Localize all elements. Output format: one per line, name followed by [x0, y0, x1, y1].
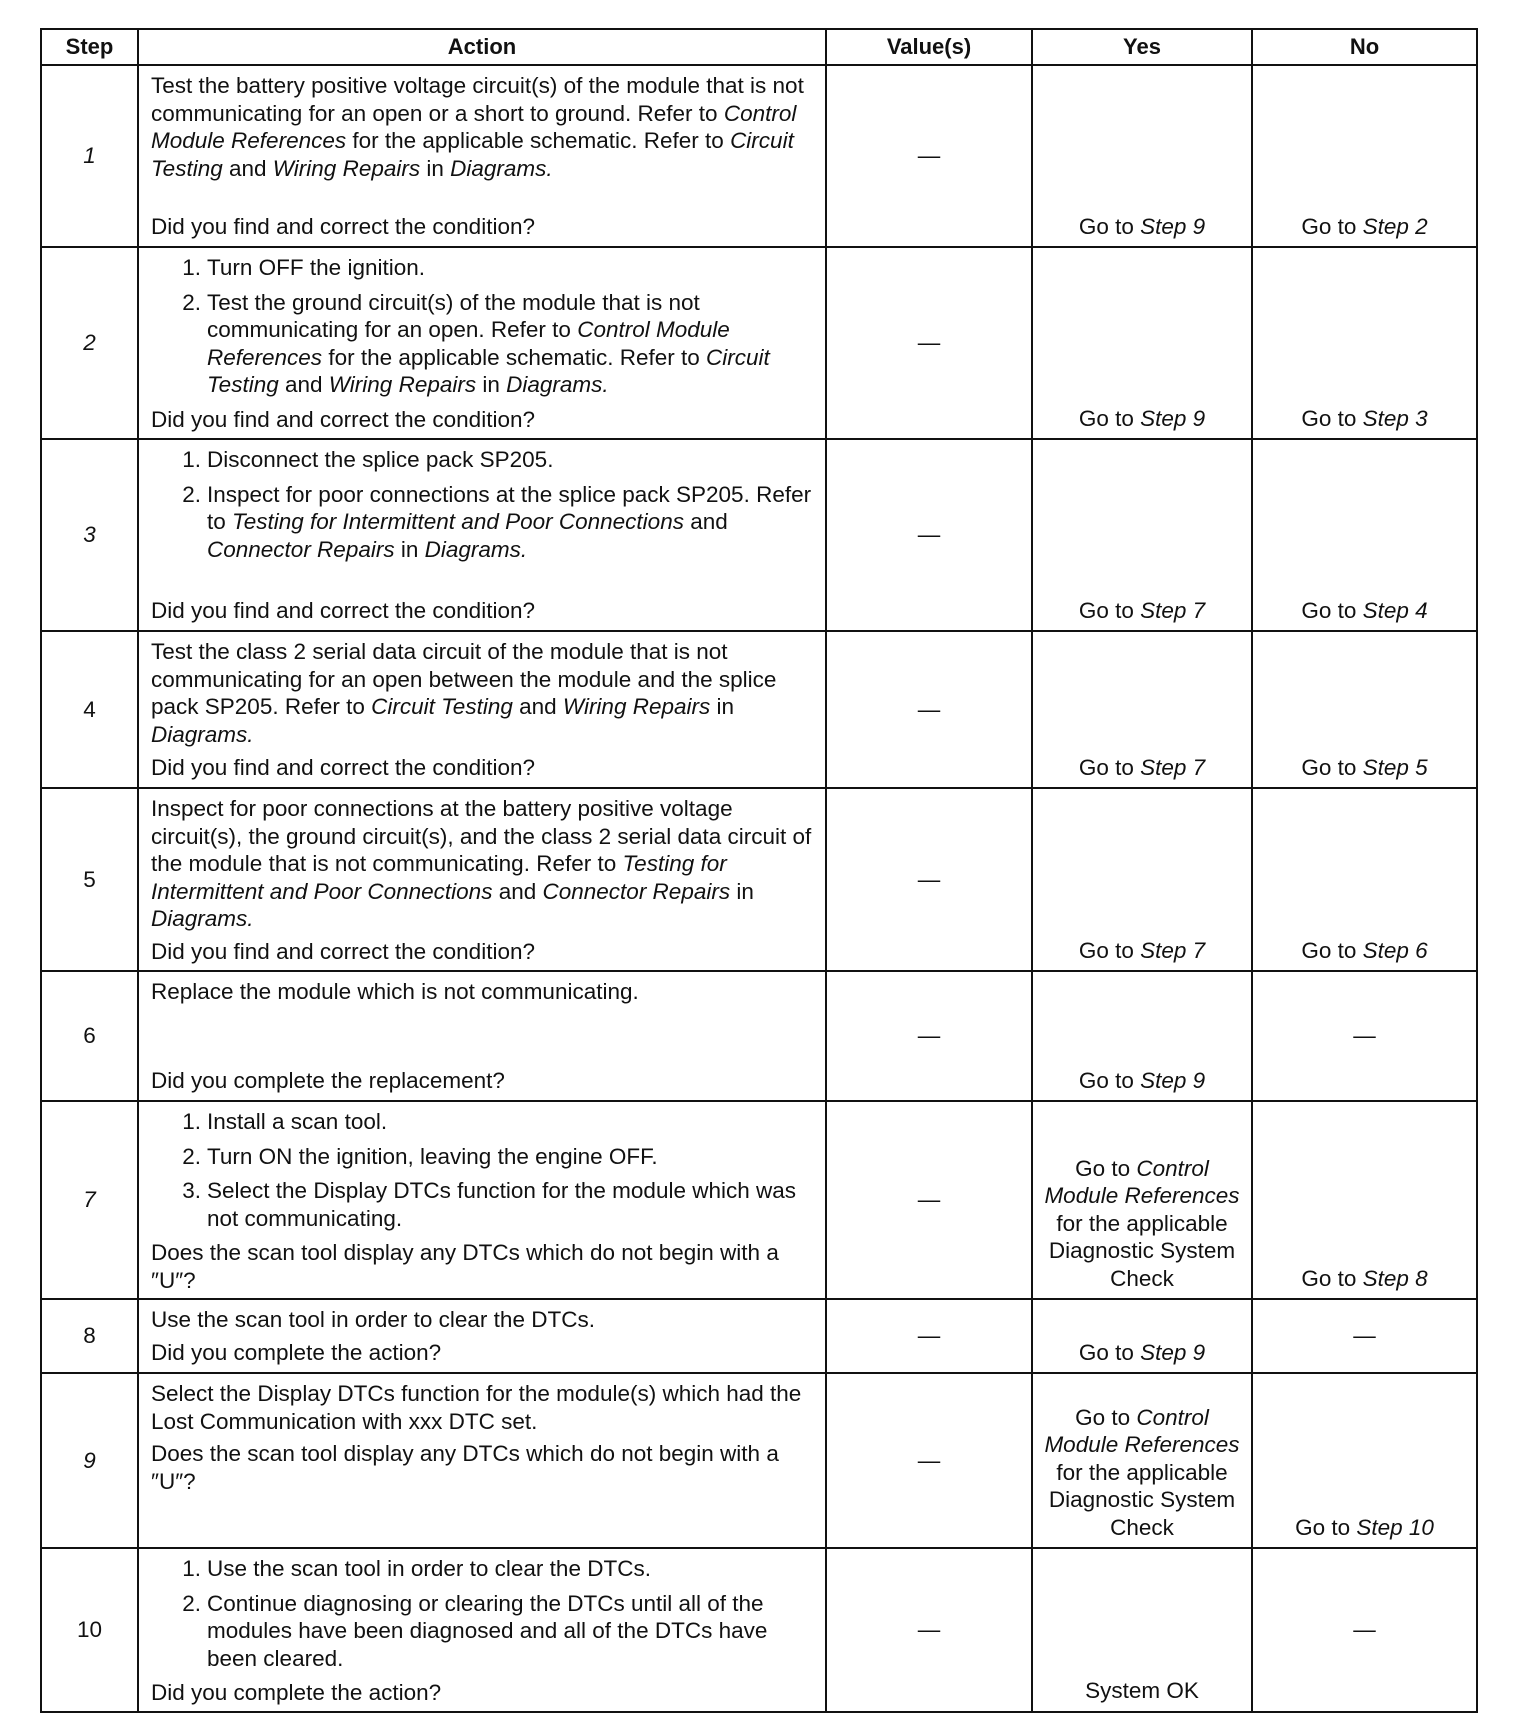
no-result: —: [1252, 1299, 1477, 1373]
table-row: [41, 247, 1477, 439]
list-item-number: 3.: [182, 1178, 201, 1203]
table-body: [41, 65, 1477, 1712]
action-cell: [138, 1299, 826, 1373]
value-cell: —: [826, 1101, 1032, 1299]
yes-result: Go to Step 7: [1032, 788, 1252, 971]
table-row: [41, 65, 1477, 247]
action-instructions: [151, 638, 815, 753]
list-item-text: Use the scan tool in order to clear the DTCs.: [207, 1556, 651, 1581]
action-paragraph: Replace the module which is not communicating.: [151, 979, 639, 1004]
action-instructions: [151, 1380, 815, 1500]
action-paragraph: Inspect for poor connections at the battery positive voltage circuit(s), the ground circuit(s), and the class 2 serial data circuit of the module that is not communicating. Refer to Testing for Intermittent and Poor Connections and Connector Repairs in Diagrams.: [151, 796, 812, 931]
list-item-number: 2.: [182, 1143, 201, 1169]
list-item-text: Continue diagnosing or clearing the DTCs until all of the modules have been diagnosed and all of the DTCs have been cleared.: [207, 1590, 768, 1671]
header-action: Action: [138, 29, 826, 65]
yes-result: Go to Step 7: [1032, 631, 1252, 788]
action-question: Did you find and correct the condition?: [151, 938, 535, 964]
action-paragraph: Test the class 2 serial data circuit of the module that is not communicating for an open between the module and the splice pack SP205. Refer to Circuit Testing and Wiring Repairs in Diagrams.: [151, 639, 777, 747]
step-number: 9: [41, 1373, 138, 1548]
list-item-number: 2.: [182, 289, 201, 315]
yes-result: Go to Step 7: [1032, 439, 1252, 631]
action-question: Did you find and correct the condition?: [151, 597, 535, 623]
action-paragraph: Test the battery positive voltage circuit(s) of the module that is not communicating for an open or a short to ground. Refer to Control Module References for the applicable schematic. Refer to Circuit Testing and Wiring Repairs in Diagrams.: [151, 73, 804, 181]
action-paragraph: Select the Display DTCs function for the module(s) which had the Lost Communication with xxx DTC set.: [151, 1381, 802, 1434]
list-item-text: Disconnect the splice pack SP205.: [207, 447, 554, 472]
no-result: Go to Step 8: [1252, 1101, 1477, 1299]
no-result: Go to Step 3: [1252, 247, 1477, 439]
no-result: Go to Step 2: [1252, 65, 1477, 247]
yes-result: System OK: [1032, 1548, 1252, 1712]
no-result: Go to Step 6: [1252, 788, 1477, 971]
step-number: 6: [41, 971, 138, 1101]
value-cell: —: [826, 1299, 1032, 1373]
list-item-text: Inspect for poor connections at the splice pack SP205. Refer to Testing for Intermittent and Poor Connections and Connector Repairs in Diagrams.: [207, 481, 812, 562]
action-question: Did you complete the replacement?: [151, 1067, 505, 1093]
table-row: [41, 788, 1477, 971]
action-list-item: [151, 1143, 815, 1171]
action-paragraph: Does the scan tool display any DTCs which do not begin with a ″U″?: [151, 1441, 779, 1494]
value-cell: —: [826, 65, 1032, 247]
action-cell: [138, 788, 826, 971]
action-list-item: [151, 1108, 815, 1136]
value-cell: —: [826, 1373, 1032, 1548]
action-list-item: [151, 254, 815, 282]
step-number: 5: [41, 788, 138, 971]
action-instructions: [151, 1108, 815, 1239]
table-row: [41, 971, 1477, 1101]
diagnostic-table: [40, 28, 1478, 1713]
header-no: No: [1252, 29, 1477, 65]
list-item-number: 2.: [182, 481, 201, 507]
action-cell: [138, 65, 826, 247]
action-list-item: [151, 289, 815, 399]
list-item-number: 1.: [182, 255, 201, 280]
yes-result: Go to Control Module References for the applicable Diagnostic System Check: [1032, 1373, 1252, 1548]
action-instructions: [151, 446, 815, 570]
action-list-item: [151, 446, 815, 474]
list-item-text: Turn ON the ignition, leaving the engine OFF.: [207, 1143, 658, 1169]
action-instructions: [151, 795, 815, 938]
value-cell: —: [826, 971, 1032, 1101]
list-item-text: Install a scan tool.: [207, 1109, 388, 1134]
list-item-number: 1.: [182, 1109, 201, 1134]
no-result: Go to Step 5: [1252, 631, 1477, 788]
table-row: [41, 631, 1477, 788]
table-row: [41, 1373, 1477, 1548]
no-result: —: [1252, 1548, 1477, 1712]
header-yes: Yes: [1032, 29, 1252, 65]
action-question: Did you find and correct the condition?: [151, 213, 535, 239]
action-question: Did you complete the action?: [151, 1339, 442, 1365]
header-values: Value(s): [826, 29, 1032, 65]
action-cell: [138, 439, 826, 631]
step-number: 7: [41, 1101, 138, 1299]
table-row: [41, 1299, 1477, 1373]
action-question: Did you find and correct the condition?: [151, 754, 535, 780]
no-result: —: [1252, 971, 1477, 1101]
value-cell: —: [826, 247, 1032, 439]
yes-result: Go to Step 9: [1032, 247, 1252, 439]
table-row: [41, 1101, 1477, 1299]
list-item-number: 1.: [182, 1556, 201, 1581]
value-cell: —: [826, 1548, 1032, 1712]
action-list-item: [151, 481, 815, 564]
step-number: 1: [41, 65, 138, 247]
action-instructions: [151, 1555, 815, 1679]
list-item-text: Test the ground circuit(s) of the module that is not communicating for an open. Refer to Control Module References for the applicable schematic. Refer to Circuit Testing and Wiring Repairs in Diagrams.: [207, 289, 770, 397]
list-item-text: Select the Display DTCs function for the module which was not communicating.: [207, 1178, 797, 1231]
no-result: Go to Step 4: [1252, 439, 1477, 631]
action-question: Did you complete the action?: [151, 1680, 442, 1705]
action-cell: [138, 971, 826, 1101]
list-item-number: 1.: [182, 447, 201, 472]
action-cell: [138, 1548, 826, 1712]
yes-result: Go to Control Module References for the applicable Diagnostic System Check: [1032, 1101, 1252, 1299]
action-instructions: [151, 254, 815, 406]
value-cell: —: [826, 631, 1032, 788]
step-number: 8: [41, 1299, 138, 1373]
action-instructions: [151, 72, 815, 187]
step-number: 2: [41, 247, 138, 439]
action-list-item: [151, 1590, 815, 1673]
yes-result: Go to Step 9: [1032, 65, 1252, 247]
table-row: [41, 1548, 1477, 1712]
yes-result: Go to Step 9: [1032, 971, 1252, 1101]
action-question: Does the scan tool display any DTCs which do not begin with a ″U″?: [151, 1240, 779, 1293]
step-number: 3: [41, 439, 138, 631]
action-instructions: [151, 978, 815, 1011]
list-item-number: 2.: [182, 1590, 201, 1616]
no-result: Go to Step 10: [1252, 1373, 1477, 1548]
action-question: Did you find and correct the condition?: [151, 406, 535, 432]
step-number: 10: [41, 1548, 138, 1712]
action-cell: [138, 1101, 826, 1299]
yes-result: Go to Step 9: [1032, 1299, 1252, 1373]
action-list-item: [151, 1177, 815, 1232]
action-cell: [138, 247, 826, 439]
list-item-text: Turn OFF the ignition.: [207, 255, 426, 280]
action-instructions: [151, 1306, 815, 1339]
header-step: Step: [41, 29, 138, 65]
action-list-item: [151, 1555, 815, 1583]
value-cell: —: [826, 788, 1032, 971]
value-cell: —: [826, 439, 1032, 631]
action-cell: [138, 1373, 826, 1548]
header-row: [41, 29, 1477, 65]
table-row: [41, 439, 1477, 631]
step-number: 4: [41, 631, 138, 788]
action-paragraph: Use the scan tool in order to clear the DTCs.: [151, 1307, 595, 1332]
action-cell: [138, 631, 826, 788]
